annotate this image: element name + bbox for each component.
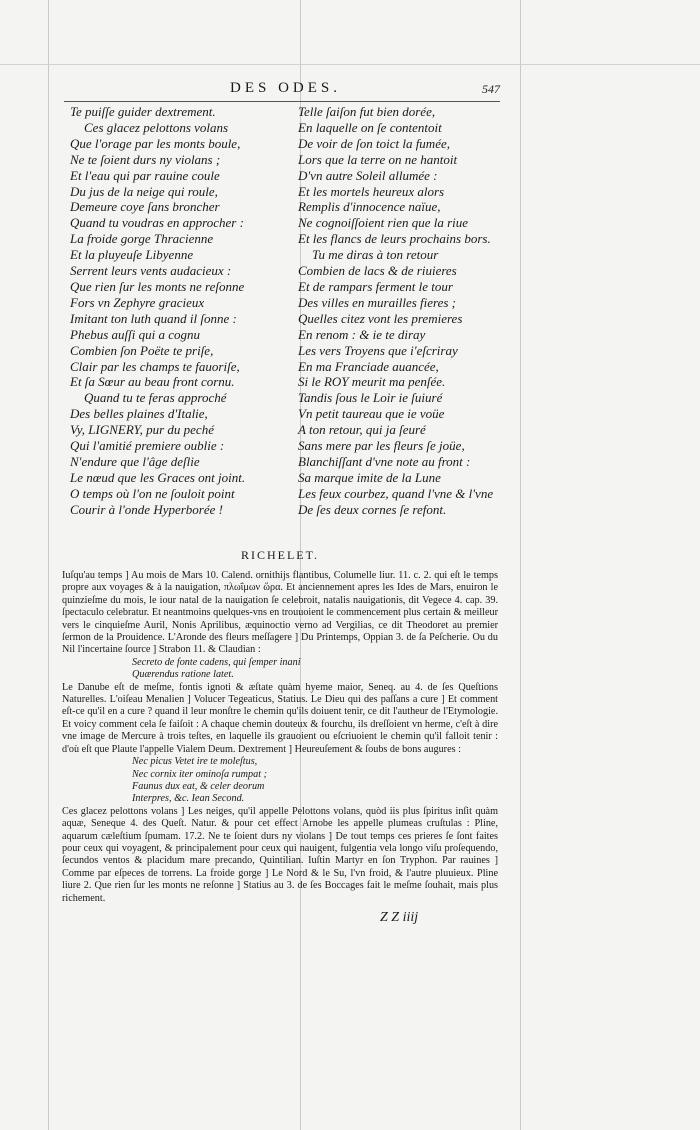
verse-line: Tandis ſous le Loir ie ſuiuré (298, 390, 443, 406)
verse-line: Du jus de la neige qui roule, (70, 183, 218, 199)
verse-line: Clair par les champs te fauoriſe, (70, 358, 240, 374)
verse-line: Et l'eau qui par rauine coule (70, 167, 220, 183)
commentary-paragraph: Iuſqu'au temps ] Au mois de Mars 10. Calend. ornithijs flantibus, Columelle liur. 11. c. 2. qui eſt le temps propre aux voyages & à la nauigation, πλωΐμων ὥρα. Et anciennement apres les Ides de Mars, enuiron le quinzieſme du mois, le iour natal de la nauigation ſe celebroit, natalis nauigationis, dit Vegece 4. cap. 39. ſpectaculo celebratur. Et neantmoins quelques-vns en trouuoient le commencement plus certain & meilleur vers le cinquieſme Auril, Nonis Aprilibus, æquinoctio verno ad Vergilias, ce dit Theodoret au premier ſermon de la Prouidence. L'Aronde des fleurs meſſagere ] Du Printemps, Oppian 3. de ſa Peſcherie. Ou du Nil l'incertaine ſource ] Strabon 11. & Claudian : (62, 570, 498, 656)
page-edge-line (48, 0, 49, 1130)
verse-line: Phebus auſſi qui a cognu (70, 326, 200, 342)
running-header (60, 80, 500, 100)
verse-line: En ma Franciade auancée, (298, 358, 439, 374)
verse-line: Et les mortels heureux alors (298, 183, 445, 199)
quote-line: Secreto de fonte cadens, qui ſemper inani (132, 656, 301, 668)
quote-line: Nec picus Vetet ire te moleſtus, (132, 756, 258, 768)
quote-line: Nec cornix iter ominoſa rumpat ; (132, 768, 267, 780)
verse-line: Vy, LIGNERY, pur du peché (70, 422, 214, 438)
verse-line: Combien ſon Poëte te priſe, (70, 342, 214, 358)
verse-line: Ne te ſoient durs ny violans ; (70, 151, 221, 167)
verse-line: D'vn autre Soleil allumée : (298, 167, 438, 183)
verse-line: Que rien ſur les monts ne reſonne (70, 278, 245, 294)
verse-line: Des belles plaines d'Italie, (70, 406, 208, 422)
verse-line: Imitant ton luth quand il ſonne : (70, 310, 237, 326)
verse-line: Remplis d'innocence naïue, (298, 199, 441, 215)
verse-line: Serrent leurs vents audacieux : (70, 263, 232, 279)
verse-line: Les feux courbez, quand l'vne & l'vne (298, 485, 494, 501)
latin-quote (62, 756, 498, 806)
verse-line: De voir de ſon toict la fumée, (298, 135, 450, 151)
verse-line: Courir à l'onde Hyperborée ! (70, 501, 223, 517)
verse-line: Quelles citez vont les premieres (298, 310, 463, 326)
commentary-title: RICHELET. (240, 548, 320, 562)
verse-line: Ces glacez pelottons volans (84, 119, 229, 135)
verse-line: Combien de lacs & de riuieres (298, 263, 457, 279)
commentary-body (62, 570, 498, 905)
verse-line: En renom : & ie te diray (298, 326, 426, 342)
verse-line: Te puiſſe guider dextrement. (70, 104, 216, 119)
verse-line: Sans mere par les fleurs ſe joüe, (298, 438, 465, 454)
verse-column-left (70, 104, 310, 518)
verse-line: Quand tu te feras approché (84, 390, 227, 406)
verse-line: Et ſa Sœur au beau front cornu. (70, 374, 235, 390)
signature-mark: Z Z iiij (380, 910, 419, 925)
verse-column-right (298, 104, 538, 518)
verse-line: Fors vn Zephyre gracieux (70, 294, 205, 310)
verse-line: A ton retour, qui ja ſeuré (298, 422, 426, 438)
verse-line: Si le ROY meurit ma penſée. (298, 374, 446, 390)
verse-line: La froide gorge Thracienne (70, 231, 214, 247)
page-edge-line (0, 64, 700, 65)
running-title: DES ODES. (230, 80, 342, 96)
verse-line: Et les flancs de leurs prochains bors. (298, 231, 491, 247)
verse-line: Les vers Troyens que i'eſcriray (298, 342, 458, 358)
verse-line: Lors que la terre on ne hantoit (298, 151, 458, 167)
header-rule (64, 101, 500, 102)
commentary-paragraph: Ces glacez pelottons volans ] Les neiges, qu'il appelle Pelottons volans, quòd iis plus ſpiritus inſit quàm aquæ, Seneque 4. des Queſt. Natur. & pour cet effect Arnobe les appelle plumeas cruſtulas : Pline, aquarum cæleſtium ſpumam. 17.2. Ne te ſoient durs ny violans ] De tout temps ces prieres ſe ſont faites pour ceux qui voyagent, & principalement pour ceux qui nauigent, fulgentia vela longo viſu proſequendo, ſecundos ventos & placidum mare precando, Quintilian. Iuſtin Martyr en ſon Tryphon. Par rauines ] Comme par eſpeces de torrens. La froide gorge ] Le Nord & le Su, l'vn froid, & l'autre pluuieux. Pline liure 2. Que rien ſur les monts ne reſonne ] Statius au 3. de ſes Boccages fait le meſme ſouhait, mais plus richement. (62, 805, 498, 904)
verse-line: N'endure que l'âge deſlie (70, 453, 200, 469)
page-number: 547 (482, 82, 500, 96)
verse-line: Demeure coye ſans broncher (70, 199, 220, 215)
verse-line: Qui l'amitié premiere oublie : (70, 438, 225, 454)
verse-line: Tu me diras à ton retour (312, 247, 439, 263)
verse-line: Vn petit taureau que ie voüe (298, 406, 445, 422)
quote-line: Faunus dux eat, & celer deorum (132, 780, 265, 792)
latin-quote (62, 657, 498, 682)
verse-line: Et la pluyeuſe Libyenne (70, 247, 194, 263)
verse-line: Sa marque imite de la Lune (298, 469, 441, 485)
verse-line: Des villes en murailles fieres ; (298, 294, 457, 310)
quote-line: Interpres, &c. Iean Second. (132, 793, 245, 805)
verse-line: De ſes deux cornes ſe refont. (298, 501, 447, 517)
verse-line: Que l'orage par les monts boule, (70, 135, 241, 151)
verse-line: Quand tu voudras en approcher : (70, 215, 244, 231)
verse-line: Et de rampars ferment le tour (298, 278, 453, 294)
verse-line: Ne cognoiſſoient rien que la riue (298, 215, 469, 231)
verse-line: Telle ſaiſon fut bien dorée, (298, 104, 436, 119)
verse-line: Blanchiſſant d'vne note au front : (298, 453, 471, 469)
verse-line: O temps où l'on ne ſouloit point (70, 485, 235, 501)
commentary-paragraph: Le Danube eſt de meſme, fontis ignoti & æſtate quàm hyeme maior, Seneq. au 4. de ſes Queſtions Naturelles. L'oiſeau Menalien ] Volucer Tegeaticus, Statius. Le Dieu qui des paſſans a cure ] Et comment eſt-ce qu'il en a cure ? quand il leur monſtre le chemin qu'ils doiuent tenir, ce dit l'autheur de l'Etymologie. Et voicy comment cela ſe faiſoit : A chaque chemin douteux & fourchu, ils dreſſoient vn herme, c'eſt à dire vne image de Mercure à trois teſtes, en laquelle ils grauoient ou eſcriuoient le chemin qu'il falloit tenir : d'où eſt que Plaute l'appelle Vialem Deum. Dextrement ] Heureuſement & ſoubs de bons augures : (62, 681, 498, 755)
quote-line: Quærendus ratione latet. (132, 669, 234, 681)
verse-line: Le nœud que les Graces ont joint. (70, 469, 246, 485)
verse-line: En laquelle on ſe contentoit (298, 119, 442, 135)
